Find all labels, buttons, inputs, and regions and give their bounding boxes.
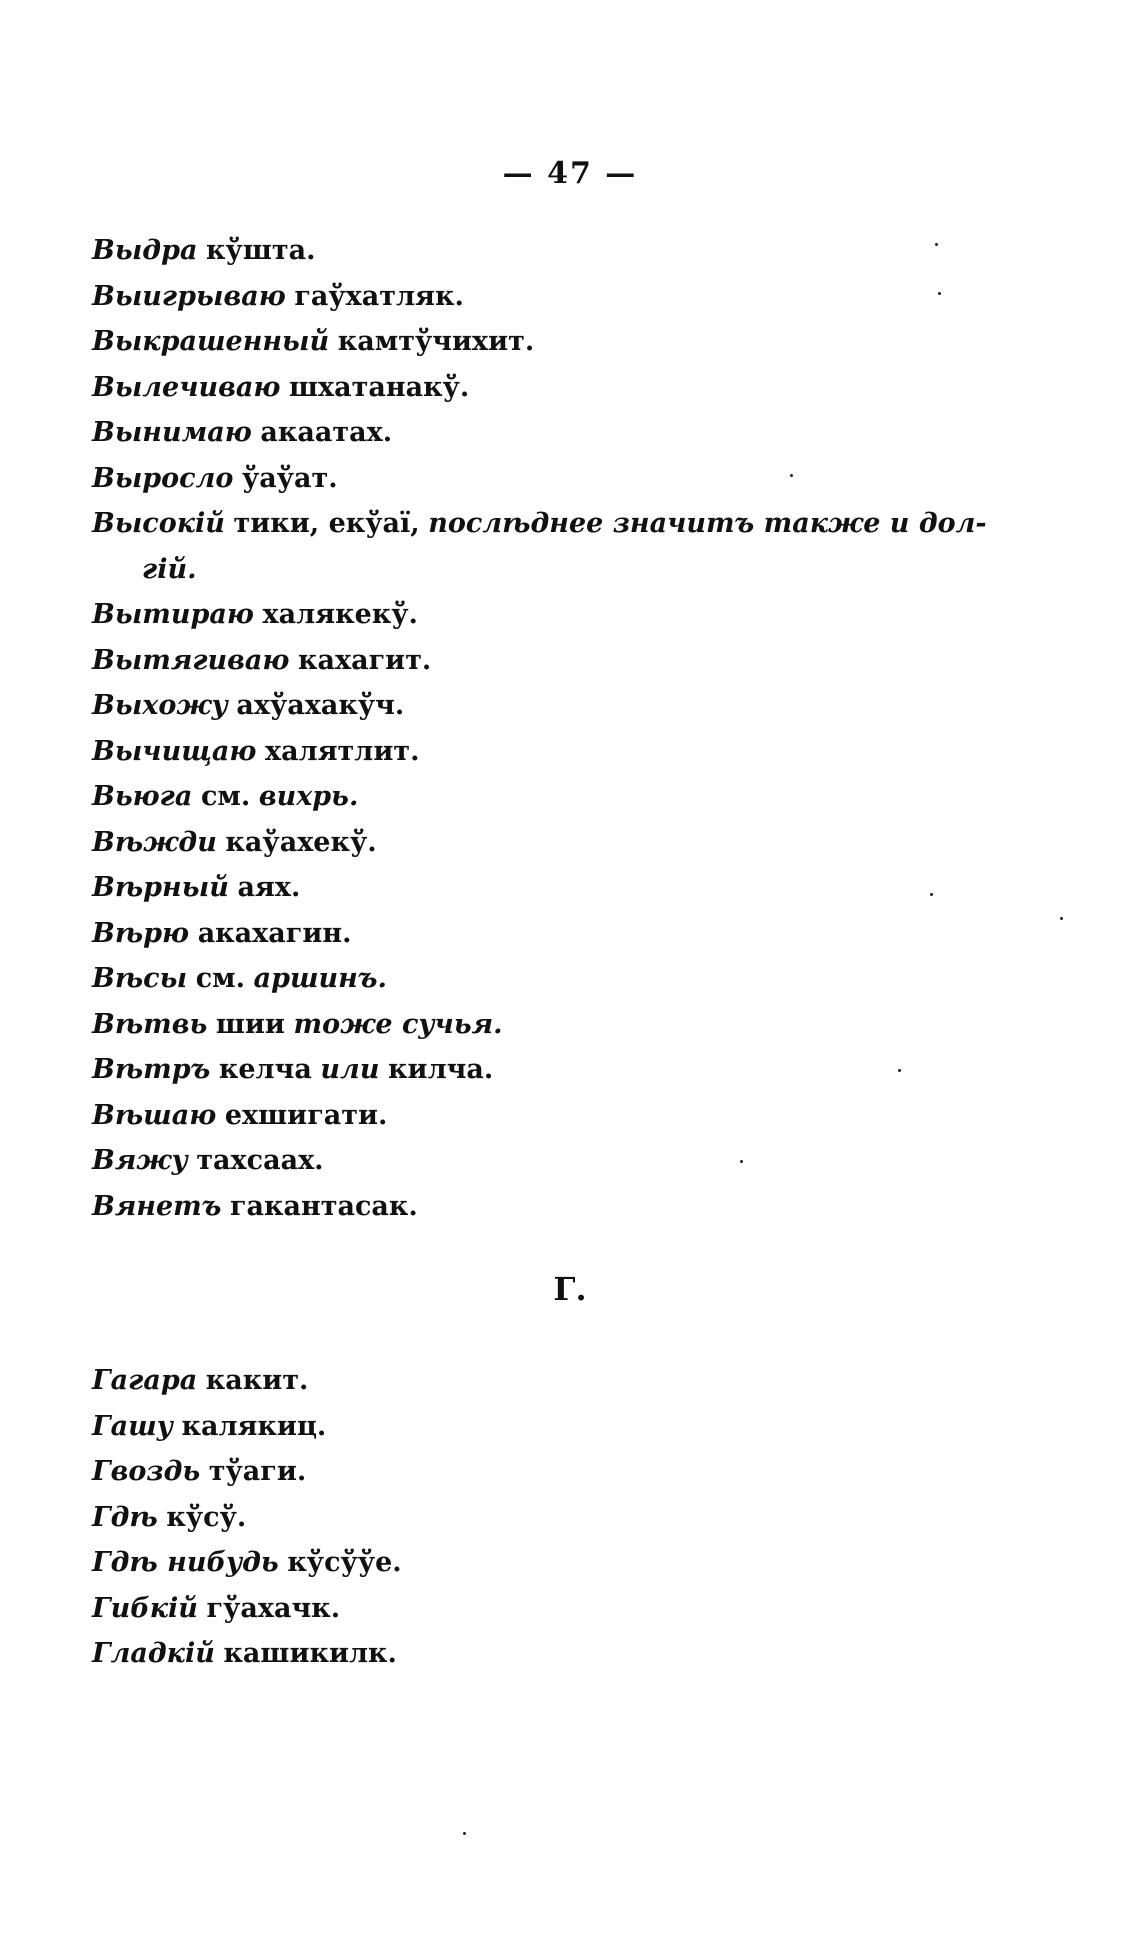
headword: Выхожу (92, 690, 228, 721)
list-item (92, 683, 992, 729)
translation: гўахачк. (206, 1592, 341, 1624)
list-item (92, 1404, 992, 1450)
list-item (92, 638, 992, 684)
translation: келча (218, 1054, 312, 1085)
scan-speck (463, 1832, 466, 1835)
headword: Выросло (92, 462, 234, 494)
translation: ехшигати. (224, 1099, 388, 1131)
list-item (92, 365, 992, 411)
list-item (92, 1002, 992, 1048)
cross-reference: вихрь. (258, 781, 359, 812)
list-item (92, 1138, 992, 1184)
translation: кашикилк. (223, 1638, 397, 1669)
scan-speck (1060, 917, 1063, 920)
headword: Вынимаю (92, 417, 252, 448)
translation: тахсаах. (196, 1145, 324, 1176)
headword: Выигрываю (92, 280, 286, 312)
cross-reference: аршинъ. (253, 963, 387, 994)
headword: Вѣжди (92, 826, 217, 858)
section-letter: Г. (553, 1270, 587, 1308)
translation: см. (195, 963, 245, 994)
list-item (92, 501, 992, 547)
headword: Вѣрю (92, 917, 190, 949)
list-item (92, 865, 992, 911)
list-item (92, 1449, 992, 1495)
scan-speck (898, 1069, 901, 1072)
headword: Вѣшаю (92, 1099, 217, 1131)
headword: Вытягиваю (92, 644, 290, 676)
translation: ахўахакўч. (236, 690, 405, 721)
translation: см. (200, 781, 251, 812)
translation: тики, екўаї, (233, 508, 420, 539)
translation: гаўхатляк. (294, 280, 464, 312)
translation: какит. (205, 1365, 309, 1396)
list-item (92, 456, 992, 502)
translation: камтўчихит. (337, 326, 535, 357)
list-item (92, 774, 992, 820)
translation: халятлит. (264, 735, 420, 767)
headword: Вѣтвь (92, 1008, 208, 1040)
translation: калякиц. (181, 1410, 327, 1442)
list-item (92, 820, 992, 866)
translation: тўаги. (208, 1456, 307, 1487)
headword: Вылечиваю (92, 371, 281, 403)
headword: Гибкій (92, 1592, 198, 1624)
headword: Вытираю (92, 599, 254, 630)
translation: акахагин. (197, 917, 352, 949)
translation: шхатанакў. (289, 371, 470, 403)
list-item (92, 1495, 992, 1541)
list-item (92, 228, 992, 274)
headword: Гвоздь (92, 1456, 201, 1487)
entry-note: или (320, 1054, 380, 1085)
list-item (92, 1184, 992, 1230)
headword: Гагара (92, 1365, 198, 1396)
scan-speck (930, 893, 933, 896)
list-item (92, 410, 992, 456)
scan-speck (740, 1160, 743, 1163)
entry-note: гій. (142, 553, 197, 585)
headword: Вѣтръ (92, 1054, 211, 1085)
translation: аях. (237, 872, 301, 903)
list-item (92, 592, 992, 638)
headword: Вычищаю (92, 735, 257, 767)
translation: каўахекў. (225, 826, 377, 858)
entries-section-v (92, 228, 992, 1229)
entries-section-g (92, 1358, 992, 1677)
page-number: — 47 — (502, 156, 638, 191)
translation: халякекў. (262, 599, 418, 630)
translation: кўшта. (206, 235, 316, 266)
headword: Высокій (92, 508, 225, 539)
translation: кахагит. (298, 644, 432, 676)
list-item (92, 729, 992, 775)
list-item (92, 956, 992, 1002)
translation: акаатах. (260, 417, 393, 448)
translation: кўсўўе. (287, 1547, 402, 1578)
translation: шии (215, 1008, 285, 1040)
list-item (92, 1093, 992, 1139)
headword: Вѣрный (92, 872, 229, 903)
headword: Гдѣ (92, 1501, 158, 1533)
list-item (92, 1631, 992, 1677)
headword: Гашу (92, 1410, 173, 1442)
list-item (92, 1540, 992, 1586)
list-item (92, 319, 992, 365)
headword: Вѣсы (92, 963, 188, 994)
scan-speck (935, 243, 938, 246)
scan-speck (938, 292, 941, 295)
headword: Выкрашенный (92, 326, 330, 357)
list-item-continuation (92, 547, 992, 593)
headword: Вянетъ (92, 1190, 222, 1222)
list-item (92, 911, 992, 957)
headword: Выдра (92, 235, 198, 266)
list-item (92, 1586, 992, 1632)
translation: ўаўат. (242, 462, 338, 494)
headword: Вьюга (92, 781, 193, 812)
translation: гакантасак. (229, 1190, 418, 1222)
translation-alt: килча. (388, 1054, 494, 1085)
entry-note: тоже сучья. (293, 1008, 503, 1040)
list-item (92, 1358, 992, 1404)
headword: Вяжу (92, 1145, 188, 1176)
list-item (92, 1047, 992, 1093)
headword: Гладкій (92, 1638, 215, 1669)
translation: кўсў. (166, 1501, 247, 1533)
list-item (92, 274, 992, 320)
entry-note: послѣднее значитъ также и дол- (428, 508, 987, 539)
scan-speck (790, 474, 793, 477)
headword: Гдѣ нибудь (92, 1547, 279, 1578)
